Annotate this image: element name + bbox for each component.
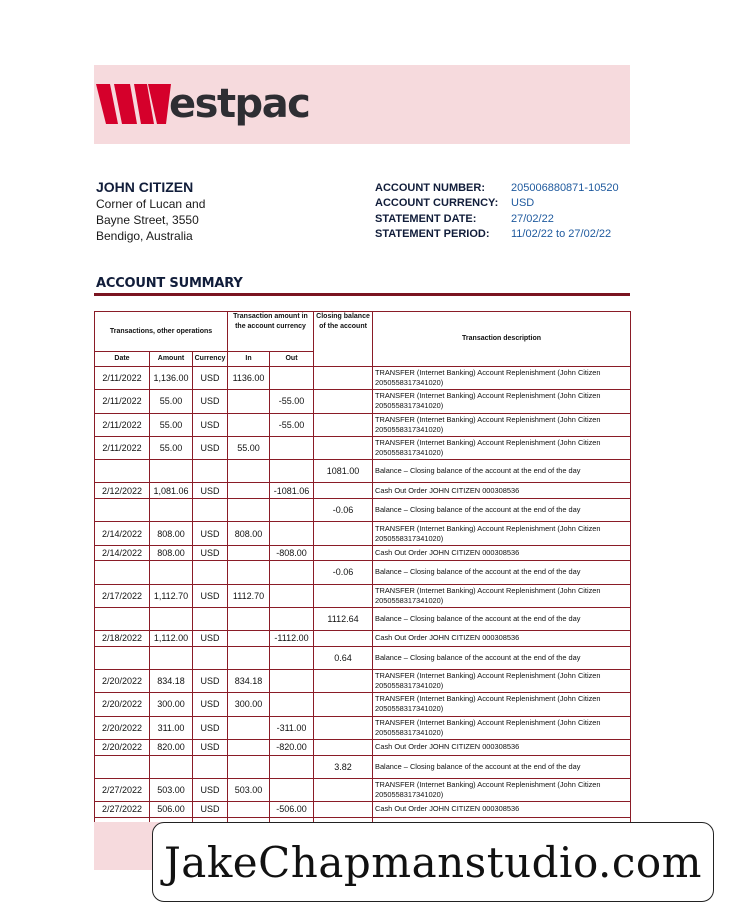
cell-closing [314,670,373,693]
table-row [95,670,631,693]
address-line: Bayne Street, 3550 [96,213,199,227]
cell-date [95,755,150,778]
cell-currency: USD [193,545,228,561]
cell-amount: 820.00 [150,739,193,755]
cell-closing [314,390,373,413]
table-row [95,631,631,647]
header-operations: Transactions, other operations [95,312,228,352]
cell-in [228,483,270,499]
cell-date: 2/27/2022 [95,802,150,818]
cell-closing [314,739,373,755]
cell-desc: Cash Out Order JOHN CITIZEN 000308536 [373,631,631,647]
cell-closing: 3.82 [314,755,373,778]
cell-desc: Balance – Closing balance of the account at the end of the day [373,460,631,483]
cell-closing [314,693,373,716]
cell-closing [314,545,373,561]
address-line: Corner of Lucan and [96,197,206,211]
cell-desc: TRANSFER (Internet Banking) Account Replenishment (John Citizen 2050558317341020) [373,670,631,693]
table-row [95,545,631,561]
cell-currency [193,607,228,630]
cell-currency [193,460,228,483]
cell-out [270,670,314,693]
cell-amount: 55.00 [150,390,193,413]
cell-out: -1081.06 [270,483,314,499]
cell-desc: Balance – Closing balance of the account at the end of the day [373,646,631,669]
cell-out [270,584,314,607]
cell-amount: 1,112.00 [150,631,193,647]
cell-out [270,693,314,716]
cell-amount: 808.00 [150,522,193,545]
header-closing-balance: Closing balance of the account [314,312,373,367]
cell-currency: USD [193,716,228,739]
statement-date-label: STATEMENT DATE: [375,212,477,225]
cell-desc: TRANSFER (Internet Banking) Account Replenishment (John Citizen 2050558317341020) [373,693,631,716]
cell-amount: 311.00 [150,716,193,739]
cell-out: -820.00 [270,739,314,755]
customer-block [96,178,205,244]
cell-amount [150,460,193,483]
cell-date: 2/17/2022 [95,584,150,607]
cell-desc: Balance – Closing balance of the account at the end of the day [373,607,631,630]
cell-in: 808.00 [228,522,270,545]
cell-closing [314,483,373,499]
cell-date [95,460,150,483]
cell-currency: USD [193,522,228,545]
statement-period-label: STATEMENT PERIOD: [375,228,490,241]
cell-date: 2/20/2022 [95,739,150,755]
cell-out: -506.00 [270,802,314,818]
cell-date [95,646,150,669]
cell-desc: TRANSFER (Internet Banking) Account Replenishment (John Citizen 2050558317341020) [373,584,631,607]
cell-in: 834.18 [228,670,270,693]
cell-date: 2/14/2022 [95,522,150,545]
cell-date: 2/11/2022 [95,367,150,390]
cell-currency: USD [193,483,228,499]
table-row [95,499,631,522]
westpac-logo [96,78,341,130]
cell-desc: TRANSFER (Internet Banking) Account Replenishment (John Citizen 2050558317341020) [373,367,631,390]
cell-currency [193,499,228,522]
cell-out [270,499,314,522]
cell-date: 2/11/2022 [95,413,150,436]
table-row [95,739,631,755]
cell-desc: Cash Out Order JOHN CITIZEN 000308536 [373,483,631,499]
cell-in [228,460,270,483]
cell-in [228,413,270,436]
cell-in [228,607,270,630]
header-amount-group: Transaction amount in the account currency [228,312,314,352]
cell-desc: Balance – Closing balance of the account at the end of the day [373,755,631,778]
cell-desc: TRANSFER (Internet Banking) Account Replenishment (John Citizen 2050558317341020) [373,413,631,436]
cell-amount [150,607,193,630]
cell-in [228,802,270,818]
cell-date [95,499,150,522]
cell-currency: USD [193,367,228,390]
watermark-text: JakeChapmanstudio.com [163,837,703,887]
cell-amount: 808.00 [150,545,193,561]
cell-in [228,631,270,647]
cell-amount [150,561,193,584]
cell-out: -55.00 [270,413,314,436]
account-currency-label: ACCOUNT CURRENCY: [375,197,499,210]
section-divider [94,293,630,296]
address-line: Bendigo, Australia [96,229,193,243]
cell-out [270,755,314,778]
cell-out: -808.00 [270,545,314,561]
cell-in: 1136.00 [228,367,270,390]
cell-in [228,499,270,522]
cell-out: -1112.00 [270,631,314,647]
table-row [95,584,631,607]
cell-in [228,716,270,739]
cell-date: 2/14/2022 [95,545,150,561]
cell-closing: 1081.00 [314,460,373,483]
header-amount: Amount [150,352,193,367]
cell-currency [193,646,228,669]
table-row [95,413,631,436]
cell-out: -55.00 [270,390,314,413]
header-out: Out [270,352,314,367]
cell-in [228,739,270,755]
account-number-label: ACCOUNT NUMBER: [375,181,485,194]
table-row [95,390,631,413]
cell-closing [314,631,373,647]
cell-desc: Cash Out Order JOHN CITIZEN 000308536 [373,739,631,755]
cell-date [95,561,150,584]
section-title: ACCOUNT SUMMARY [96,276,243,291]
account-number-value: 205006880871-10520 [511,181,619,194]
cell-amount: 1,112.70 [150,584,193,607]
cell-amount: 300.00 [150,693,193,716]
cell-date: 2/20/2022 [95,670,150,693]
cell-out [270,522,314,545]
cell-out [270,778,314,801]
cell-desc: Balance – Closing balance of the account at the end of the day [373,561,631,584]
cell-desc: TRANSFER (Internet Banking) Account Replenishment (John Citizen 2050558317341020) [373,390,631,413]
account-details [375,180,619,242]
cell-in: 300.00 [228,693,270,716]
table-row [95,561,631,584]
cell-amount [150,499,193,522]
cell-currency: USD [193,778,228,801]
cell-out [270,561,314,584]
cell-closing: 0.64 [314,646,373,669]
cell-desc: TRANSFER (Internet Banking) Account Replenishment (John Citizen 2050558317341020) [373,436,631,459]
table-row [95,367,631,390]
table-row [95,802,631,818]
transactions-body [95,367,631,841]
table-row [95,460,631,483]
header-in: In [228,352,270,367]
cell-date: 2/12/2022 [95,483,150,499]
cell-closing [314,436,373,459]
cell-date [95,607,150,630]
cell-in: 503.00 [228,778,270,801]
cell-out: -311.00 [270,716,314,739]
cell-amount: 55.00 [150,436,193,459]
cell-out [270,646,314,669]
table-row [95,716,631,739]
cell-amount [150,755,193,778]
cell-currency: USD [193,390,228,413]
cell-currency: USD [193,693,228,716]
cell-currency [193,755,228,778]
westpac-w-icon [96,84,171,124]
header-date: Date [95,352,150,367]
statement-period-value: 11/02/22 to 27/02/22 [511,228,612,241]
cell-closing [314,778,373,801]
cell-closing [314,802,373,818]
cell-out [270,436,314,459]
cell-amount: 503.00 [150,778,193,801]
cell-closing [314,716,373,739]
cell-in [228,646,270,669]
cell-closing [314,413,373,436]
cell-closing: 1112.64 [314,607,373,630]
header-currency: Currency [193,352,228,367]
table-row [95,607,631,630]
table-row [95,778,631,801]
cell-in: 55.00 [228,436,270,459]
header-description: Transaction description [373,312,631,367]
cell-currency: USD [193,436,228,459]
cell-date: 2/11/2022 [95,436,150,459]
cell-date: 2/27/2022 [95,778,150,801]
table-row [95,483,631,499]
cell-amount: 834.18 [150,670,193,693]
cell-date: 2/11/2022 [95,390,150,413]
cell-date: 2/18/2022 [95,631,150,647]
cell-closing: -0.06 [314,499,373,522]
cell-amount: 1,081.06 [150,483,193,499]
table-row [95,522,631,545]
cell-amount: 506.00 [150,802,193,818]
cell-out [270,367,314,390]
table-row [95,436,631,459]
table-row [95,755,631,778]
cell-currency: USD [193,739,228,755]
cell-desc: TRANSFER (Internet Banking) Account Replenishment (John Citizen 2050558317341020) [373,522,631,545]
cell-closing [314,584,373,607]
table-row [95,646,631,669]
cell-currency [193,561,228,584]
cell-currency: USD [193,584,228,607]
statement-date-value: 27/02/22 [511,212,554,225]
cell-currency: USD [193,631,228,647]
table-row [95,693,631,716]
cell-currency: USD [193,670,228,693]
cell-out [270,460,314,483]
cell-desc: Cash Out Order JOHN CITIZEN 000308536 [373,545,631,561]
cell-in [228,561,270,584]
cell-in [228,390,270,413]
cell-in: 1112.70 [228,584,270,607]
cell-out [270,607,314,630]
cell-closing: -0.06 [314,561,373,584]
cell-amount: 55.00 [150,413,193,436]
cell-in [228,545,270,561]
cell-desc: Balance – Closing balance of the account at the end of the day [373,499,631,522]
watermark [152,822,714,902]
customer-name: JOHN CITIZEN [96,179,194,195]
logo-wordmark: estpac [169,81,310,127]
cell-currency: USD [193,802,228,818]
cell-currency: USD [193,413,228,436]
cell-desc: Cash Out Order JOHN CITIZEN 000308536 [373,802,631,818]
cell-desc: TRANSFER (Internet Banking) Account Replenishment (John Citizen 2050558317341020) [373,778,631,801]
cell-closing [314,367,373,390]
cell-date: 2/20/2022 [95,716,150,739]
cell-desc: TRANSFER (Internet Banking) Account Replenishment (John Citizen 2050558317341020) [373,716,631,739]
cell-in [228,755,270,778]
cell-closing [314,522,373,545]
cell-amount [150,646,193,669]
account-currency-value: USD [511,197,535,210]
transactions-table [94,311,631,841]
cell-amount: 1,136.00 [150,367,193,390]
cell-date: 2/20/2022 [95,693,150,716]
